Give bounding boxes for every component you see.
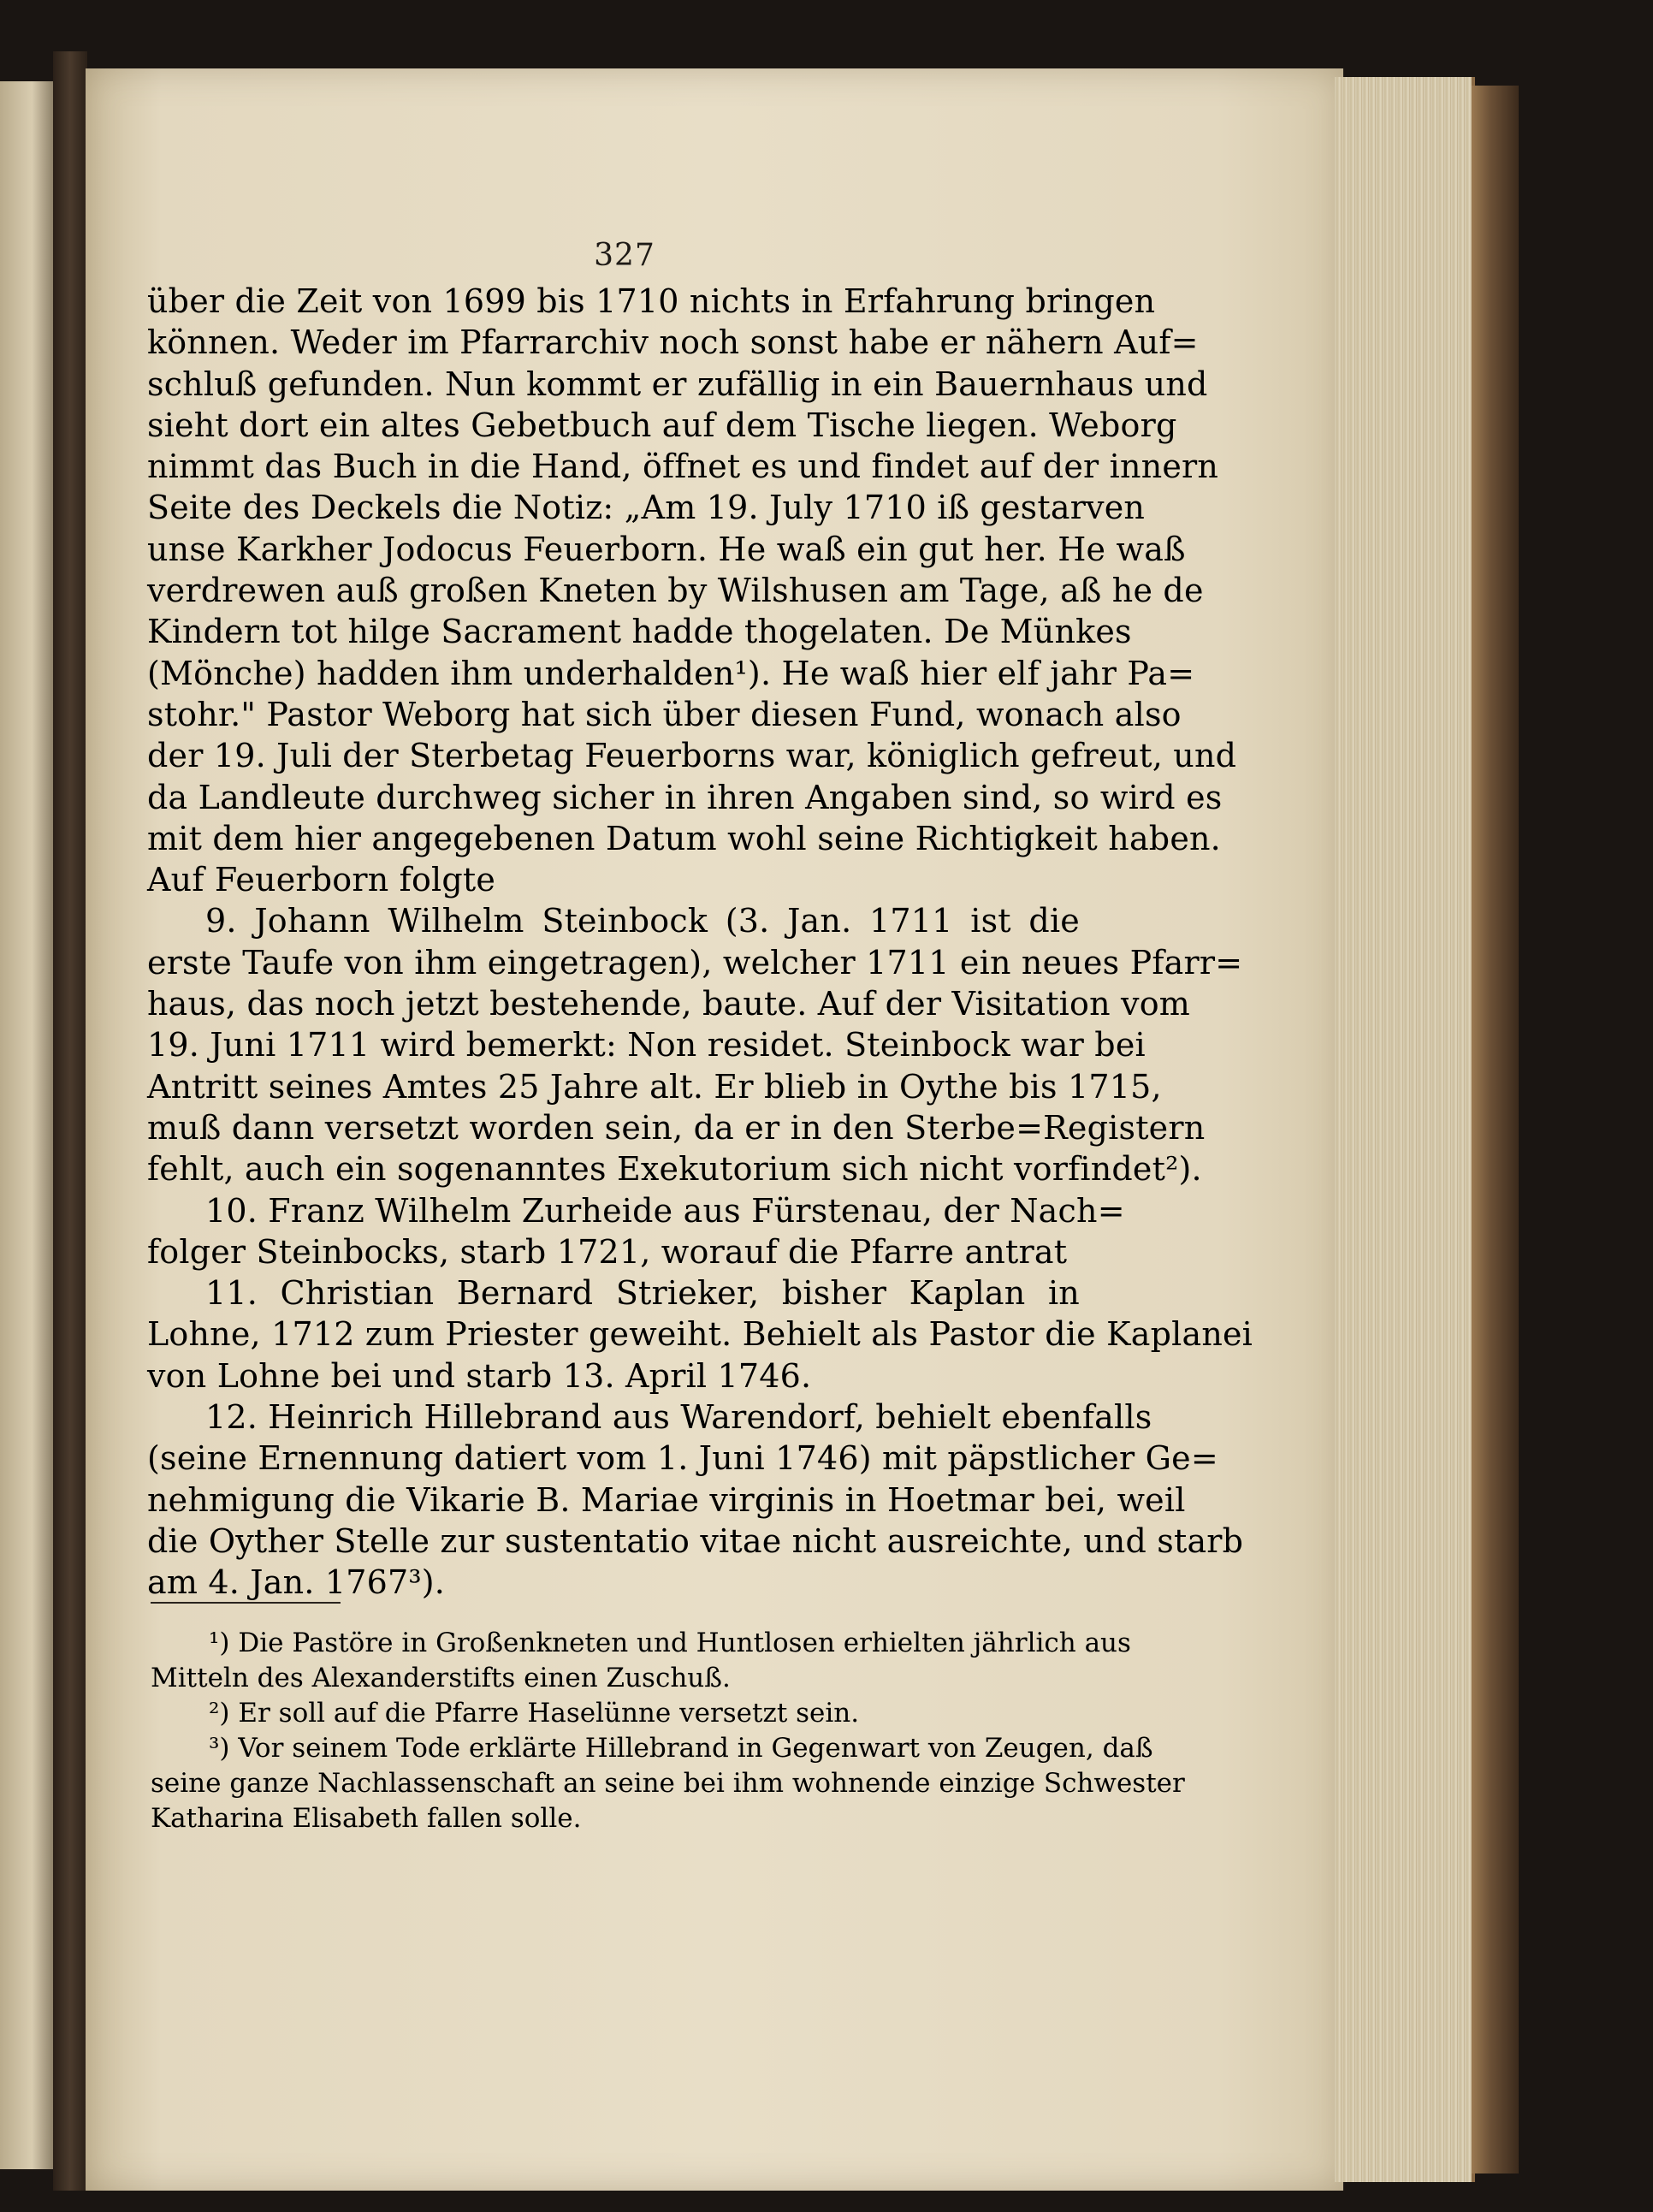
footnote-line: ²) Er soll auf die Pfarre Haselünne versetzt sein. [209,1698,860,1729]
footnote-line: ¹) Die Pastöre in Großenkneten und Huntlosen erhielten jährlich aus [209,1628,1131,1658]
text-line: muß dann versetzt worden sein, da er in den Sterbe=Registern [147,1108,1206,1147]
text-line: von Lohne bei und starb 13. April 1746. [147,1356,812,1395]
book-binding [53,51,87,2191]
footnote-line: Katharina Elisabeth fallen solle. [151,1803,582,1834]
text-line: erste Taufe von ihm eingetragen), welcher 1711 ein neues Pfarr= [147,943,1243,981]
text-line: 10. Franz Wilhelm Zurheide aus Fürstenau, der Nach= [205,1191,1125,1230]
text-line: unse Karkher Jodocus Feuerborn. He waß ein gut her. He waß [147,530,1186,568]
footnote-line: seine ganze Nachlassenschaft an seine bei ihm wohnende einzige Schwester [151,1768,1185,1799]
text-line: (Mönche) hadden ihm underhalden¹). He waß hier elf jahr Pa= [147,654,1195,692]
text-line: der 19. Juli der Sterbetag Feuerborns war, königlich gefreut, und [147,737,1237,775]
text-line: Seite des Deckels die Notiz: „Am 19. July 1710 iß gestarven [147,489,1146,527]
text-line: 9. Johann Wilhelm Steinbock (3. Jan. 1711 ist die [205,902,1080,940]
previous-page-edge [0,81,53,2169]
text-line: Kindern tot hilge Sacrament hadde thogelaten. De Münkes [147,613,1132,651]
text-line: Lohne, 1712 zum Priester geweiht. Behielt als Pastor die Kaplanei [147,1315,1253,1354]
text-line: fehlt, auch ein sogenanntes Exekutorium sich nicht vorfindet²). [147,1150,1202,1189]
text-line: (seine Ernennung datiert vom 1. Juni 1746) mit päpstlicher Ge= [147,1439,1218,1478]
text-line: folger Steinbocks, starb 1721, worauf die Pfarre antrat [147,1232,1068,1271]
text-line: Antritt seines Amtes 25 Jahre alt. Er blieb in Oythe bis 1715, [147,1067,1162,1106]
text-line: sieht dort ein altes Gebetbuch auf dem Tische liegen. Weborg [147,406,1177,444]
text-line: 19. Juni 1711 wird bemerkt: Non residet. Steinbock war bei [147,1026,1146,1064]
footnote-divider [151,1602,341,1604]
text-line: schluß gefunden. Nun kommt er zufällig in ein Bauernhaus und [147,365,1208,403]
text-line: mit dem hier angegebenen Datum wohl seine Richtigkeit haben. [147,819,1221,857]
text-line: haus, das noch jetzt bestehende, baute. Auf der Visitation vom [147,985,1191,1023]
footnote-line: ³) Vor seinem Tode erklärte Hillebrand in Gegenwart von Zeugen, daß [209,1733,1153,1764]
text-line: können. Weder im Pfarrarchiv noch sonst habe er nähern Auf= [147,323,1199,362]
text-line: über die Zeit von 1699 bis 1710 nichts in Erfahrung bringen [147,282,1156,320]
book-cover-edge [1472,86,1519,2173]
page-number: 327 [594,238,655,273]
text-line: verdrewen auß großen Kneten by Wilshusen am Tage, aß he de [147,572,1204,610]
text-line: 11. Christian Bernard Strieker, bisher Kaplan in [205,1274,1080,1313]
text-line: nimmt das Buch in die Hand, öffnet es und findet auf der innern [147,448,1219,486]
footnotes [151,1626,1185,1836]
page-block-edges [1335,77,1475,2182]
text-line: die Oyther Stelle zur sustentatio vitae nicht ausreichte, und starb [147,1521,1244,1560]
text-line: da Landleute durchweg sicher in ihren Angaben sind, so wird es [147,778,1223,816]
text-line: 12. Heinrich Hillebrand aus Warendorf, behielt ebenfalls [205,1398,1152,1437]
body-text [147,281,1253,1604]
text-line: Auf Feuerborn folgte [147,861,496,899]
footnote-line: Mitteln des Alexanderstifts einen Zuschuß. [151,1663,731,1693]
text-line: stohr." Pastor Weborg hat sich über diesen Fund, wonach also [147,695,1182,733]
text-line: nehmigung die Vikarie B. Mariae virginis in Hoetmar bei, weil [147,1480,1186,1519]
text-line: am 4. Jan. 1767³). [147,1563,446,1602]
